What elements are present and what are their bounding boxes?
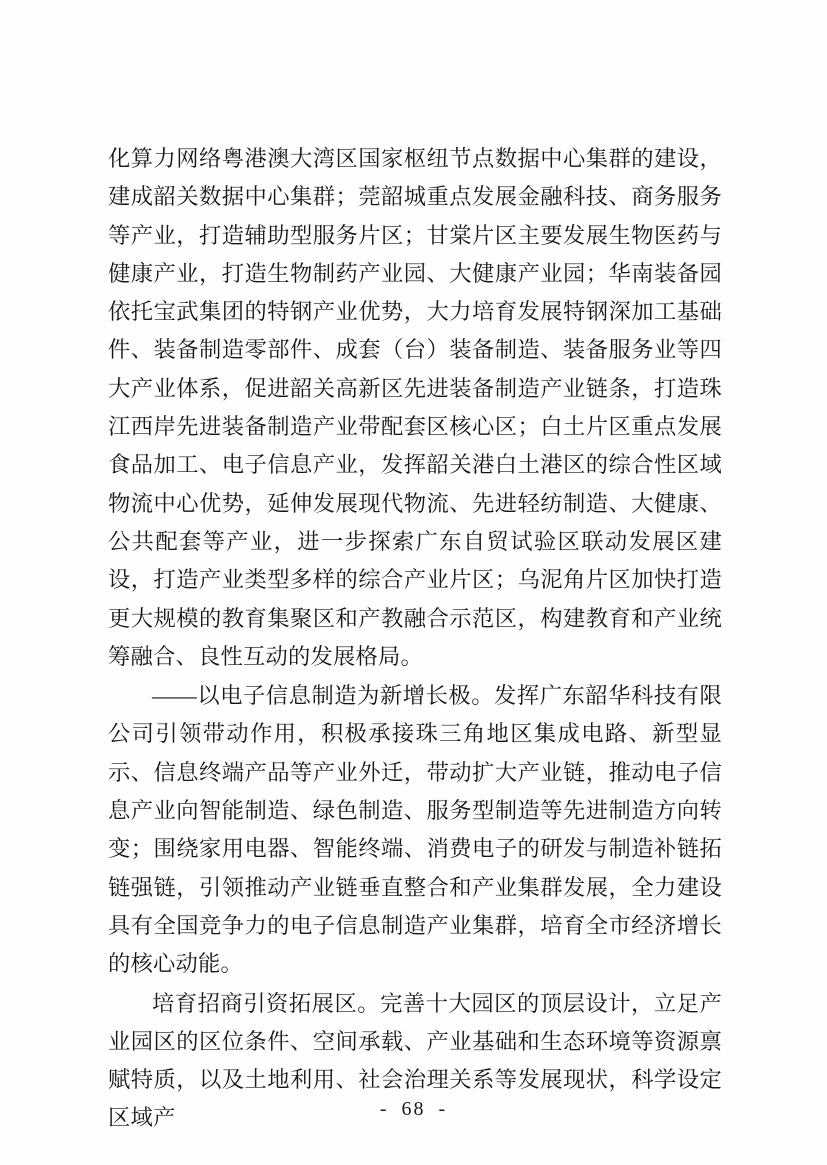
page-footer <box>0 1098 827 1121</box>
footer-right-dash: - <box>438 1098 448 1120</box>
paragraph-2: ——以电子信息制造为新增长极。发挥广东韶华科技有限公司引领带动作用，积极承接珠三角地区集成电路、新型显示、信息终端产品等产业外迁，带动扩大产业链，推动电子信息产业向智能制造、绿色制造、服务型制造等先进制造方向转变；围绕家用电器、智能终端、消费电子的研发与制造补链拓链强链，引领推动产业链垂直整合和产业集群发展，全力建设具有全国竞争力的电子信息制造产业集群，培育全市经济增长的核心动能。 <box>108 683 722 977</box>
page-body <box>108 140 722 1139</box>
paragraph-3: 培育招商引资拓展区。完善十大园区的顶层设计，立足产业园区的区位条件、空间承载、产业基础和生态环境等资源禀赋特质，以及土地利用、社会治理关系等发展现状，科学设定区域产 <box>108 990 722 1131</box>
page-number: 68 <box>401 1098 426 1120</box>
paragraph-1: 化算力网络粤港澳大湾区国家枢纽节点数据中心集群的建设，建成韶关数据中心集群；莞韶城重点发展金融科技、商务服务等产业，打造辅助型服务片区；甘棠片区主要发展生物医药与健康产业，打造生物制药产业园、大健康产业园；华南装备园依托宝武集团的特钢产业优势，大力培育发展特钢深加工基础件、装备制造零部件、成套（台）装备制造、装备服务业等四大产业体系，促进韶关高新区先进装备制造产业链条，打造珠江西岸先进装备制造产业带配套区核心区；白土片区重点发展食品加工、电子信息产业，发挥韶关港白土港区的综合性区域物流中心优势，延伸发展现代物流、先进轻纺制造、大健康、公共配套等产业，进一步探索广东自贸试验区联动发展区建设，打造产业类型多样的综合产业片区；乌泥角片区加快打造更大规模的教育集聚区和产教融合示范区，构建教育和产业统筹融合、良性互动的发展格局。 <box>108 146 722 669</box>
footer-left-dash: - <box>379 1098 389 1120</box>
